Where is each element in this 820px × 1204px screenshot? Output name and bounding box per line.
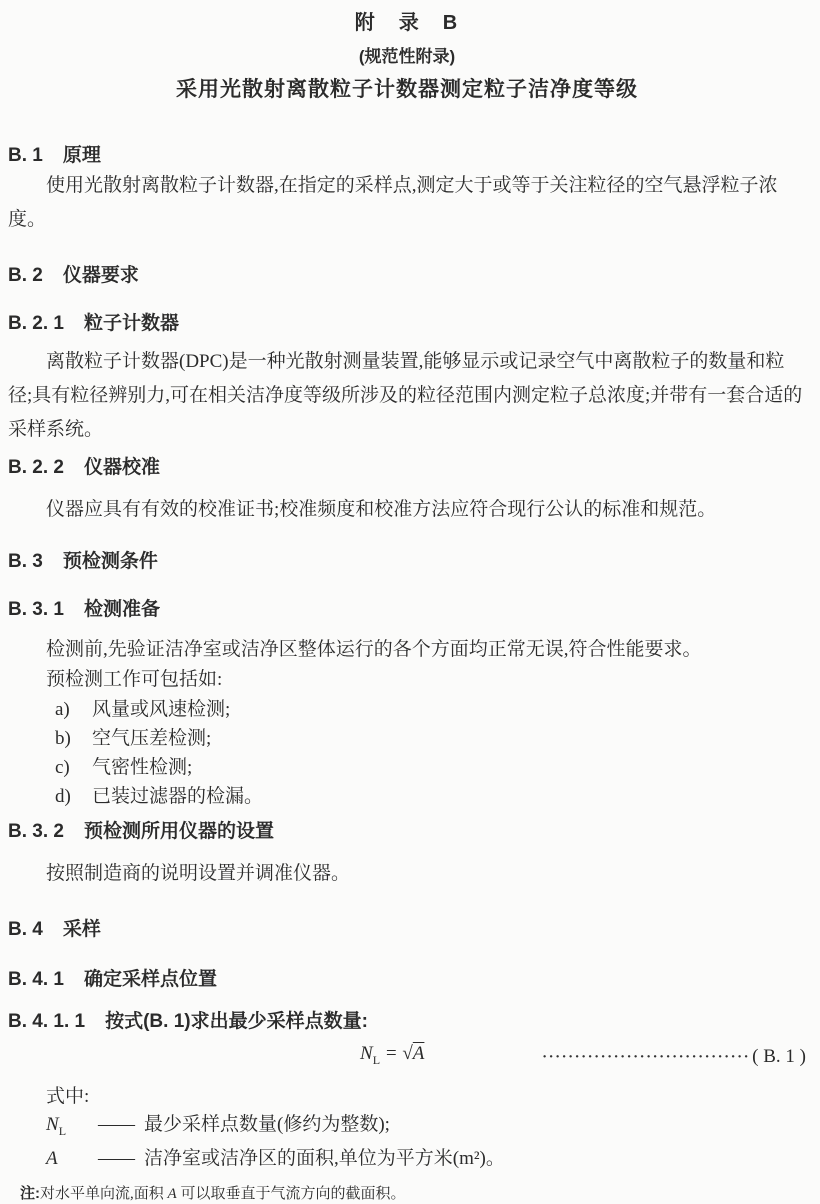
equation-variable: N [360,1043,373,1064]
list-item-text: 空气压差检测; [92,728,212,749]
appendix-type: (规范性附录) [358,47,456,66]
equation-leader-dots: ································ [542,1048,751,1065]
where-term-nl [46,1111,806,1145]
paragraph-b3-1a: 检测前,先验证洁净室或洁净区整体运行的各个方面均正常无误,符合性能要求。 [46,639,702,660]
section-title: 仪器要求 [62,265,139,286]
section-number: B. 3. 2 [8,821,64,842]
section-number: B. 3 [8,551,43,572]
list-item [55,724,806,753]
appendix-title: 采用光散射离散粒子计数器测定粒子洁净度等级 [176,78,638,101]
equals-sign: = [380,1043,403,1064]
section-title: 原理 [62,145,101,166]
paragraph-b2-2: 仪器应具有有效的校准证书;校准频度和校准方法应符合现行公认的标准和规范。 [46,499,717,520]
footnote-text-post: 可以取垂直于气流方向的截面积。 [176,1186,406,1203]
section-title: 预检测条件 [62,551,158,572]
term-description: 洁净室或洁净区的面积,单位为平方米(m²)。 [144,1147,505,1169]
list-item [55,782,806,811]
term-dash: —— [98,1113,134,1135]
footnote-text-pre: 对水平单向流,面积 [40,1186,168,1203]
term-symbol [46,1111,98,1145]
list-item-text: 已装过滤器的检漏。 [92,786,264,807]
section-title: 预检测所用仪器的设置 [83,821,274,842]
paragraph-b3-1b: 预检测工作可包括如: [46,669,223,690]
footnote-label: 注: [20,1185,40,1203]
section-number: B. 1 [8,145,43,166]
symbol-letter: N [46,1113,59,1135]
list-item [55,753,806,782]
section-heading-b2-1 [8,311,806,337]
section-number: B. 3. 1 [8,599,64,620]
section-heading-b1 [8,143,806,169]
radical-sign: √ [402,1043,413,1064]
section-number: B. 4. 1 [8,969,64,990]
section-title: 粒子计数器 [83,313,179,334]
clause-b4-1-1 [8,1009,806,1035]
section-title: 仪器校准 [83,457,160,478]
term-description: 最少采样点数量(修约为整数); [144,1113,390,1135]
footnote [20,1184,806,1204]
section-number: B. 2 [8,265,43,286]
section-heading-b3-1 [8,597,806,623]
section-number: B. 4 [8,919,43,940]
clause-text: 按式(B. 1)求出最少采样点数量: [105,1011,368,1032]
symbol-letter: A [46,1147,58,1169]
section-title: 检测准备 [83,599,160,620]
list-marker: d) [55,786,71,807]
paragraph-b1: 使用光散射离散粒子计数器,在指定的采样点,测定大于或等于关注粒径的空气悬浮粒子浓度。 [8,175,778,230]
section-heading-b2 [8,263,806,289]
list-marker: a) [55,699,70,720]
pretest-checklist [55,695,806,811]
list-item-text: 气密性检测; [92,757,193,778]
section-title: 确定采样点位置 [83,969,217,990]
section-heading-b3 [8,549,806,575]
list-marker: b) [55,728,71,749]
radicand: A [412,1043,425,1064]
section-heading-b4 [8,917,806,943]
section-number: B. 2. 1 [8,313,64,334]
equation-b1 [8,1039,806,1075]
appendix-label: 附 录 B [354,12,460,34]
section-heading-b3-2 [8,819,806,845]
section-heading-b2-2 [8,455,806,481]
equation-variable-subscript: L [372,1052,381,1067]
term-symbol [46,1145,98,1179]
paragraph-b2-1: 离散粒子计数器(DPC)是一种光散射测量装置,能够显示或记录空气中离散粒子的数量和粒径;具有粒径辨别力,可在相关洁净度等级所涉及的粒径范围内测定粒子总浓度;并带有一套合适的采样系统。 [8,351,803,440]
paragraph-b3-2: 按照制造商的说明设置并调准仪器。 [46,863,351,884]
list-item [55,695,806,724]
term-dash: —— [98,1147,134,1169]
section-heading-b4-1 [8,967,806,993]
where-term-a [46,1145,806,1179]
list-item-text: 风量或风速检测; [92,699,231,720]
footnote-variable: A [167,1186,177,1203]
equation-number: ( B. 1 ) [752,1045,806,1067]
symbol-subscript: L [58,1123,67,1138]
section-title: 采样 [62,919,101,940]
where-intro: 式中: [46,1085,90,1107]
list-marker: c) [55,757,70,778]
section-number: B. 2. 2 [8,457,64,478]
clause-number: B. 4. 1. 1 [8,1011,86,1032]
equation-expression [360,1039,424,1075]
